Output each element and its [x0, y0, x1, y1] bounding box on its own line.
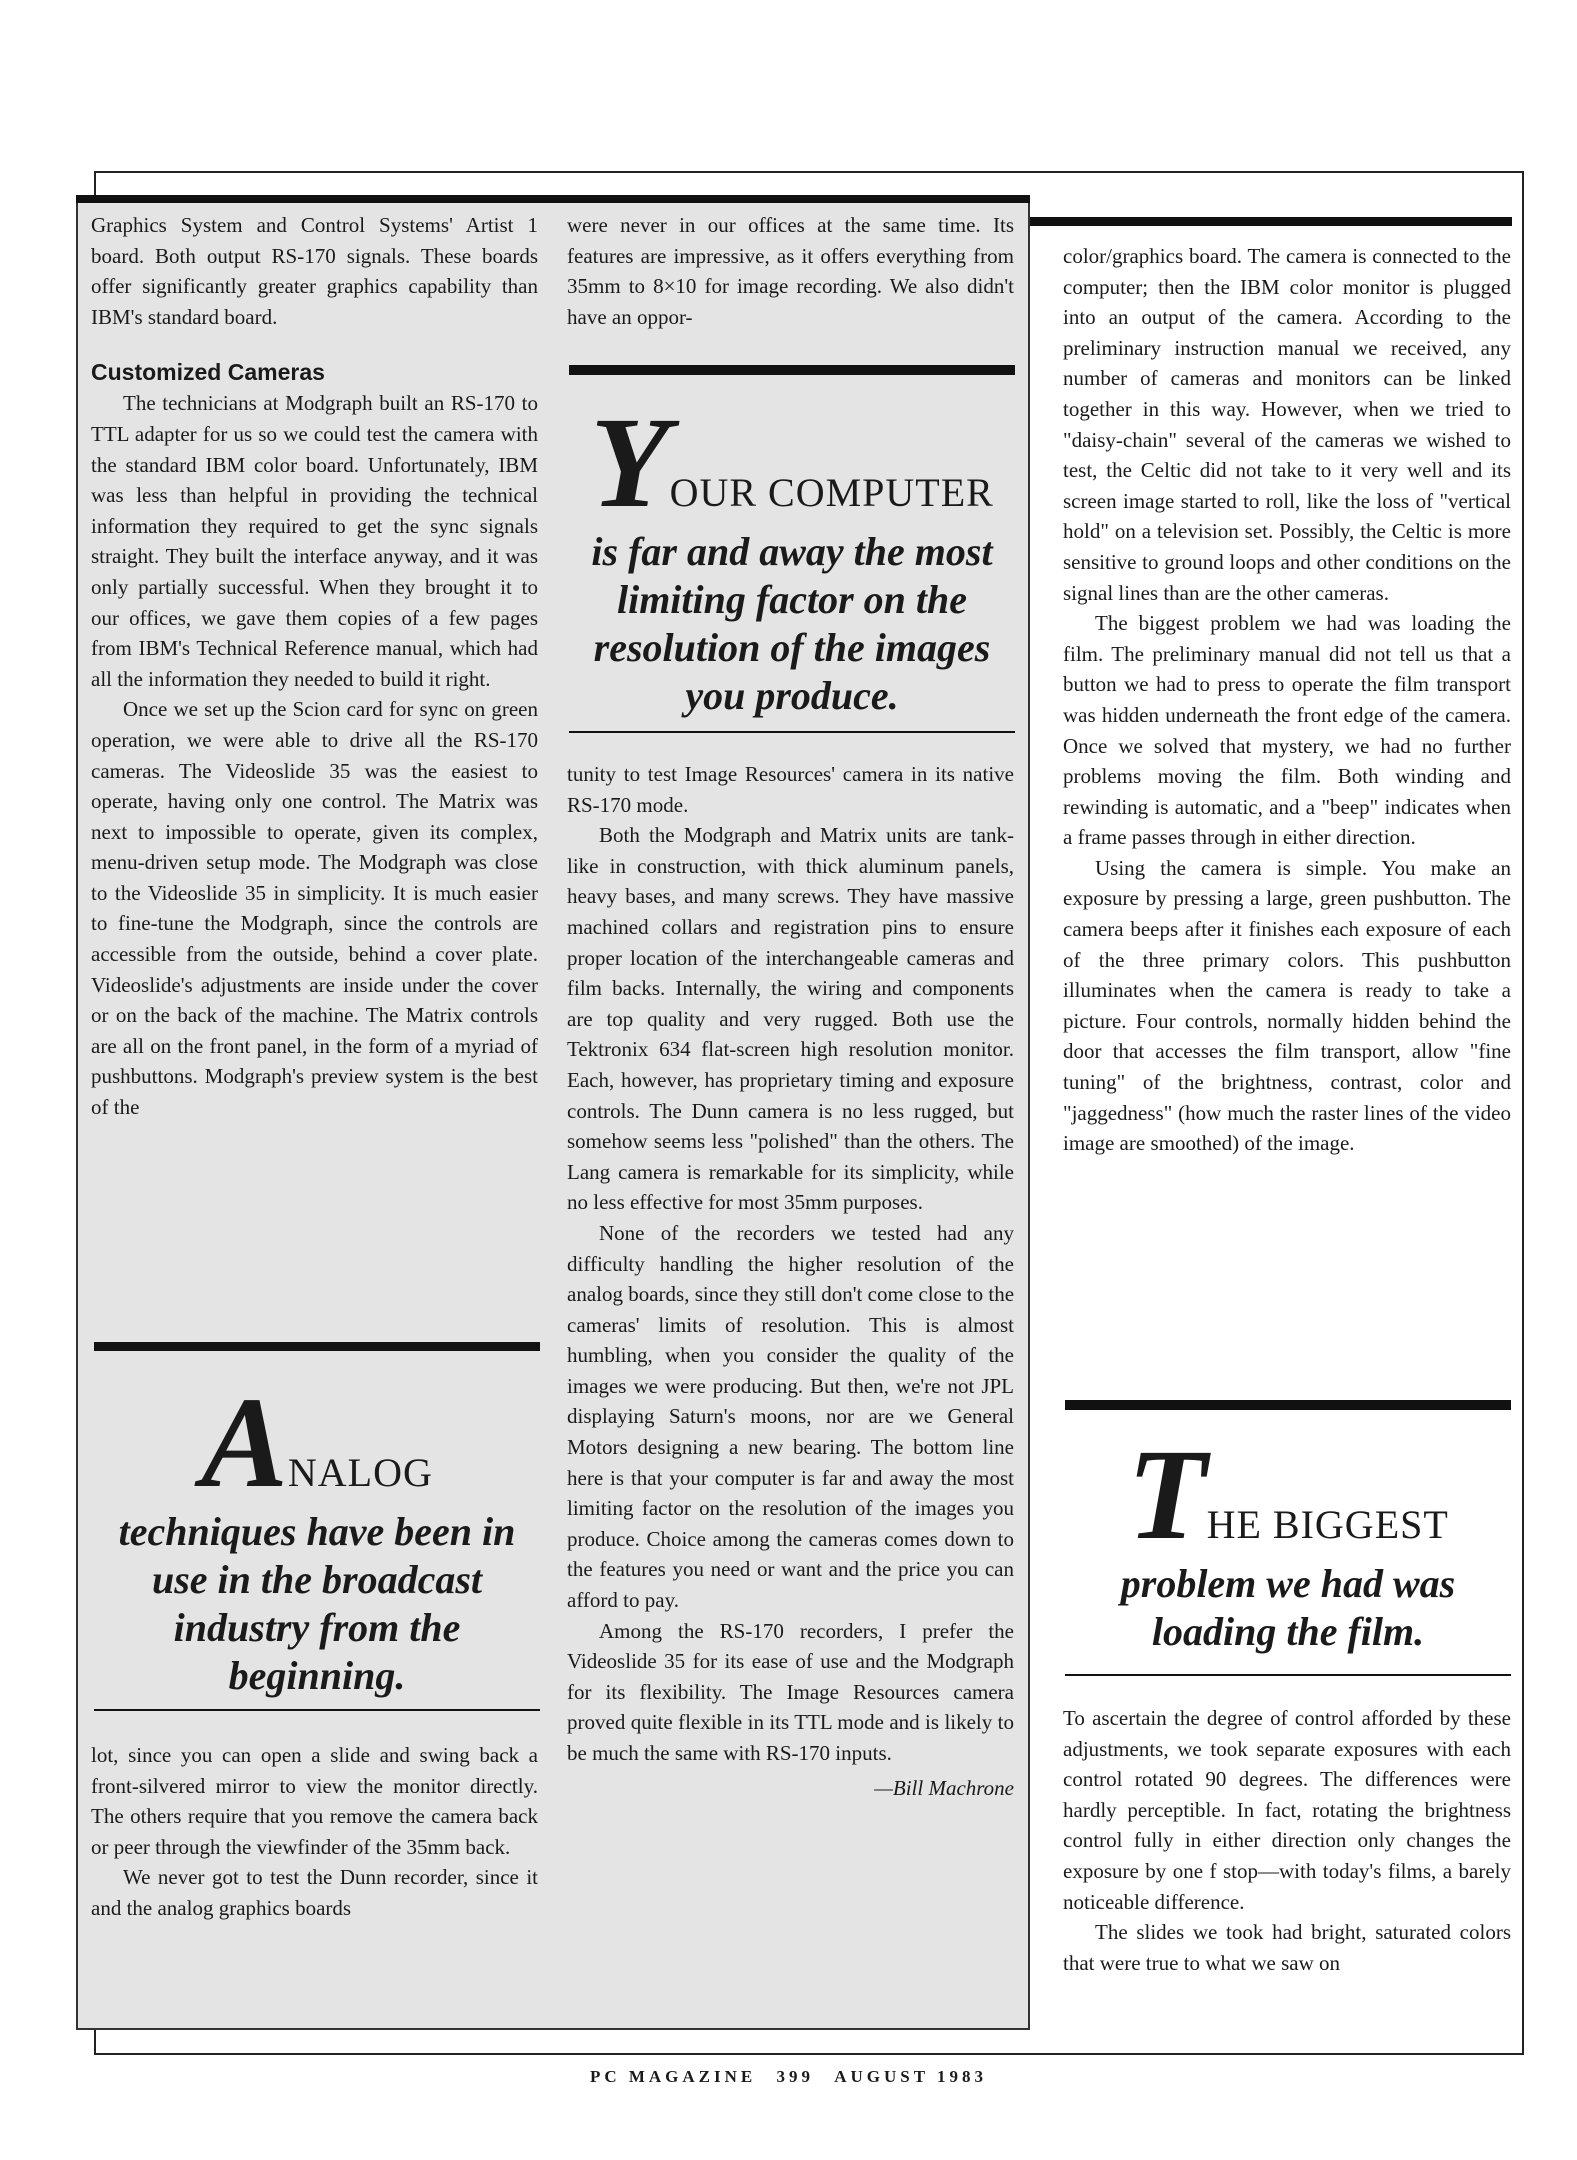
pullquote-computer-bottom-rule	[569, 731, 1015, 733]
pullquote-biggest-dropcap: T	[1127, 1423, 1207, 1567]
pullquote-computer-top-rule	[569, 365, 1015, 375]
pullquote-analog-dropcap: A	[201, 1371, 288, 1515]
sidebar-top-rule	[76, 195, 1030, 203]
pullquote-biggest	[1065, 1423, 1511, 1656]
pullquote-computer-body: is far and away the most limiting factor on the resolution of the images you produce.	[591, 529, 993, 718]
col1-paragraph: Once we set up the Scion card for sync on green operation, we were able to drive all the RS-170 cameras. The Videoslide 35 was the easiest to operate, having only one control. The Matrix was next to impossible to operate, given its complex, menu-driven setup mode. The Modgraph was close to the Videoslide 35 in simplicity. It is much easier to fine-tune the Modgraph, since the controls are accessible from the outside, behind a cover plate. Videoslide's adjustments are inside under the cover or on the back of the machine. The Matrix controls are all on the front panel, in the form of a myriad of pushbuttons. Modgraph's preview system is the best of the	[91, 697, 538, 1120]
section-heading-customized-cameras: Customized Cameras	[91, 359, 325, 386]
col2-intro: were never in our offices at the same time. Its features are impressive, as it offers everything from 35mm to 8×10 for image recording. We also didn't have an oppor-	[567, 213, 1014, 329]
col1-paragraph: The technicians at Modgraph built an RS-170 to TTL adapter for us so we could test the camera with the standard IBM color board. Unfortunately, IBM was less than helpful in providing the technical information they required to get the sync signals straight. They built the interface anyway, and it was only partially successful. When they brought it to our offices, we gave them copies of a few pages from IBM's Technical Reference manual, which had all the information they needed to build it right.	[91, 391, 538, 691]
pullquote-analog-top-rule	[94, 1342, 540, 1351]
col1-intro: Graphics System and Control Systems' Artist 1 board. Both output RS-170 signals. These boards offer significantly greater graphics capability than IBM's standard board.	[91, 213, 538, 329]
col1-paragraph: lot, since you can open a slide and swing back a front-silvered mirror to view the monitor directly. The others require that you remove the camera back or peer through the viewfinder of the 35mm back.	[91, 1743, 538, 1859]
pullquote-biggest-body: problem we had was loading the film.	[1120, 1561, 1456, 1654]
col3-paragraph: The biggest problem we had was loading the film. The preliminary manual did not tell us that a button we had to press to operate the film transport was hidden underneath the front edge of the camera. Once we solved that mystery, we had no further problems moving the film. Both winding and rewinding is automatic, and a "beep" indicates when a frame passes through in either direction.	[1063, 611, 1511, 850]
col2-paragraph: Among the RS-170 recorders, I prefer the Videoslide 35 for its ease of use and the Modgraph for its flexibility. The Image Resources camera proved quite flexible in its TTL mode and is likely to be much the same with RS-170 inputs.	[567, 1618, 1014, 1765]
column-1-bottom	[91, 1740, 538, 1924]
page-footer	[0, 2067, 1577, 2087]
pullquote-analog-lead	[94, 1371, 540, 1515]
col2-paragraph: tunity to test Image Resources' camera in its native RS-170 mode.	[567, 762, 1014, 817]
pullquote-analog-body: techniques have been in use in the broadcast industry from the beginning.	[118, 1509, 516, 1698]
footer-magazine-name: PC MAGAZINE	[589, 2067, 757, 2086]
pullquote-analog	[94, 1371, 540, 1700]
pullquote-computer-dropcap: Y	[590, 391, 670, 535]
pullquote-biggest-bottom-rule	[1065, 1674, 1511, 1676]
column-2-top	[567, 210, 1014, 332]
column-3-bottom	[1063, 1703, 1511, 1978]
column-1-top	[91, 210, 538, 1123]
pullquote-computer-lead	[569, 391, 1015, 535]
footer-page-number: 399	[776, 2067, 814, 2086]
col3-paragraph: The slides we took had bright, saturated colors that were true to what we saw on	[1063, 1920, 1511, 1975]
footer-date: AUGUST 1983	[834, 2067, 988, 2086]
column-2-bottom	[567, 759, 1014, 1803]
pullquote-computer-lead-text: OUR COMPUTER	[669, 470, 994, 515]
col3-paragraph: color/graphics board. The camera is connected to the computer; then the IBM color monitor is plugged into an output of the camera. According to the preliminary instruction manual we received, any number of cameras and monitors can be linked together in this way. However, when we tried to "daisy-chain" several of the cameras we wished to test, the Celtic did not take to it very well and its screen image started to roll, like the loss of "vertical hold" on a television set. Possibly, the Celtic is more sensitive to ground loops and other conditions on the signal lines than are the other cameras.	[1063, 244, 1511, 605]
pullquote-biggest-lead	[1065, 1423, 1511, 1567]
col3-paragraph: Using the camera is simple. You make an exposure by pressing a large, green pushbutton. The camera beeps after it finishes each exposure of each of the three primary colors. This pushbutton illuminates when the camera is ready to take a picture. Four controls, normally hidden behind the door that accesses the film transport, allow "fine tuning" of the brightness, contrast, color and "jaggedness" (how much the raster lines of the video image are smoothed) of the image.	[1063, 855, 1511, 1156]
column-3-top	[1063, 241, 1511, 1159]
pullquote-analog-bottom-rule	[94, 1709, 540, 1711]
col3-paragraph: To ascertain the degree of control afforded by these adjustments, we took separate exposures with each control rotated 90 degrees. The differences were hardly perceptible. In fact, rotating the brightness control fully in either direction only changes the exposure by one f stop—with today's films, a barely noticeable difference.	[1063, 1706, 1511, 1914]
col1-paragraph: We never got to test the Dunn recorder, since it and the analog graphics boards	[91, 1865, 538, 1920]
pullquote-biggest-lead-text: HE BIGGEST	[1206, 1502, 1449, 1547]
col2-paragraph: None of the recorders we tested had any difficulty handling the higher resolution of the analog boards, since they still don't come close to the cameras' limits of resolution. This is almost humbling, when you consider the quality of the images we were producing. But then, we're not JPL displaying Saturn's moons, nor are we General Motors designing a new bearing. The bottom line here is that your computer is far and away the most limiting factor on the resolution of the images you produce. Choice among the cameras comes down to the features you need or want and the price you can afford to pay.	[567, 1220, 1015, 1613]
article-byline: —Bill Machrone	[874, 1775, 1014, 1800]
pullquote-biggest-top-rule	[1065, 1400, 1511, 1410]
col2-paragraph: Both the Modgraph and Matrix units are tank-like in construction, with thick aluminum panels, heavy bases, and many screws. They have massive machined collars and registration pins to ensure proper location of the interchangeable cameras and film backs. Internally, the wiring and components are top quality and very rugged. Both use the Tektronix 634 flat-screen high resolution monitor. Each, however, has proprietary timing and exposure controls. The Dunn camera is no less rugged, but somehow seems less "polished" than the others. The Lang camera is remarkable for its simplicity, while no less effective for most 35mm purposes.	[567, 823, 1014, 1215]
column3-top-rule	[1030, 217, 1512, 226]
pullquote-analog-lead-text: NALOG	[287, 1450, 433, 1495]
pullquote-computer	[569, 391, 1015, 720]
